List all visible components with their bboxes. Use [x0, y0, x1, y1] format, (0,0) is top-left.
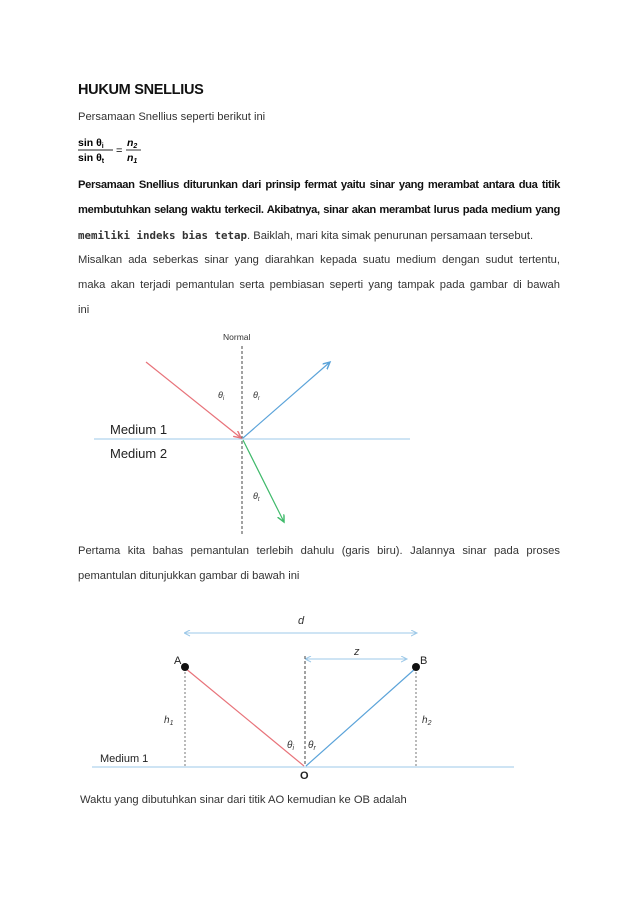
point-o-label: O [300, 770, 309, 782]
formula-num-left-sub: i [101, 143, 104, 150]
snell-formula [78, 134, 148, 166]
medium1-label-2: Medium 1 [100, 753, 149, 765]
formula-den-right: n [127, 152, 134, 164]
point-b-label: B [420, 655, 428, 667]
reflected-ray [243, 362, 330, 438]
h1-sub: 1 [169, 720, 174, 727]
para2-line2: maka akan terjadi pemantulan serta pembiasan seperti yang tampak pada gambar di bawah [78, 279, 560, 291]
ray-ob [306, 668, 416, 766]
para3-line2: pemantulan ditunjukkan gambar di bawah ini [78, 570, 300, 582]
intro-text: Persamaan Snellius seperti berikut ini [78, 111, 266, 123]
point-a-dot [181, 663, 189, 671]
page-title: HUKUM SNELLIUS [78, 82, 204, 98]
para1-bold-phrase: memiliki indeks bias tetap [78, 229, 248, 242]
svg-text:θt [253, 491, 260, 503]
svg-text:sin θi [78, 137, 104, 150]
formula-den-left: sin θ [78, 152, 102, 164]
para1-line3-rest: . Baiklah, mari kita simak penurunan persamaan tersebut. [247, 230, 534, 242]
formula-num-left: sin θ [78, 137, 102, 149]
theta-t-sub: t [257, 497, 260, 503]
theta-i2-sub: i [292, 745, 294, 752]
para1-line2: membutuhkan selang waktu terkecil. Akibatnya, sinar akan merambat lurus pada medium yang [78, 204, 560, 216]
theta-r2-sub: r [313, 745, 316, 752]
formula-num-right: n [127, 137, 134, 149]
svg-text:n2 [127, 137, 137, 150]
svg-text:θi [287, 740, 294, 752]
svg-text:h1 [164, 715, 174, 727]
point-b-dot [412, 663, 420, 671]
para2-line3: ini [78, 304, 90, 316]
theta-i-symbol: θ [218, 390, 223, 400]
point-a-label: A [174, 655, 182, 667]
para1-line3 [78, 229, 533, 242]
h1-symbol: h [164, 715, 170, 726]
refracted-ray [243, 440, 284, 522]
formula-num-right-sub: 2 [133, 143, 138, 150]
h2-sub: 2 [427, 720, 432, 727]
formula-den-left-sub: t [101, 158, 105, 165]
d-label: d [298, 615, 305, 627]
para4-line1: Waktu yang dibutuhkan sinar dari titik AO kemudian ke OB adalah [80, 794, 407, 806]
svg-text:θr [308, 740, 316, 752]
svg-text:h2 [422, 715, 432, 727]
para1-line1: Persamaan Snellius diturunkan dari prinsip fermat yaitu sinar yang merambat antara dua titik [78, 179, 560, 191]
theta-t-symbol: θ [253, 491, 258, 501]
theta-i-sub: i [222, 396, 225, 402]
theta-r-sub: r [257, 396, 260, 402]
formula-equals: = [116, 145, 123, 157]
formula-den-right-sub: 1 [133, 158, 138, 165]
svg-text:θi [218, 390, 225, 402]
theta-r-symbol: θ [253, 390, 258, 400]
normal-label: Normal [223, 332, 251, 342]
figure-reflection-path [88, 606, 520, 782]
z-label: z [354, 646, 360, 658]
svg-text:θr [253, 390, 261, 402]
medium2-label: Medium 2 [110, 446, 168, 461]
theta-r2-symbol: θ [308, 740, 314, 751]
theta-i2-symbol: θ [287, 740, 293, 751]
svg-text:sin θt [78, 152, 105, 165]
figure-reflection-refraction [90, 328, 420, 540]
svg-text:n1 [127, 152, 137, 165]
h2-symbol: h [422, 715, 428, 726]
para3-line1: Pertama kita bahas pemantulan terlebih dahulu (garis biru). Jalannya sinar pada proses [78, 545, 560, 557]
para2-line1: Misalkan ada seberkas sinar yang diarahkan kepada suatu medium dengan sudut tertentu, [78, 254, 560, 266]
medium1-label: Medium 1 [110, 422, 168, 437]
ray-ao [185, 668, 304, 766]
